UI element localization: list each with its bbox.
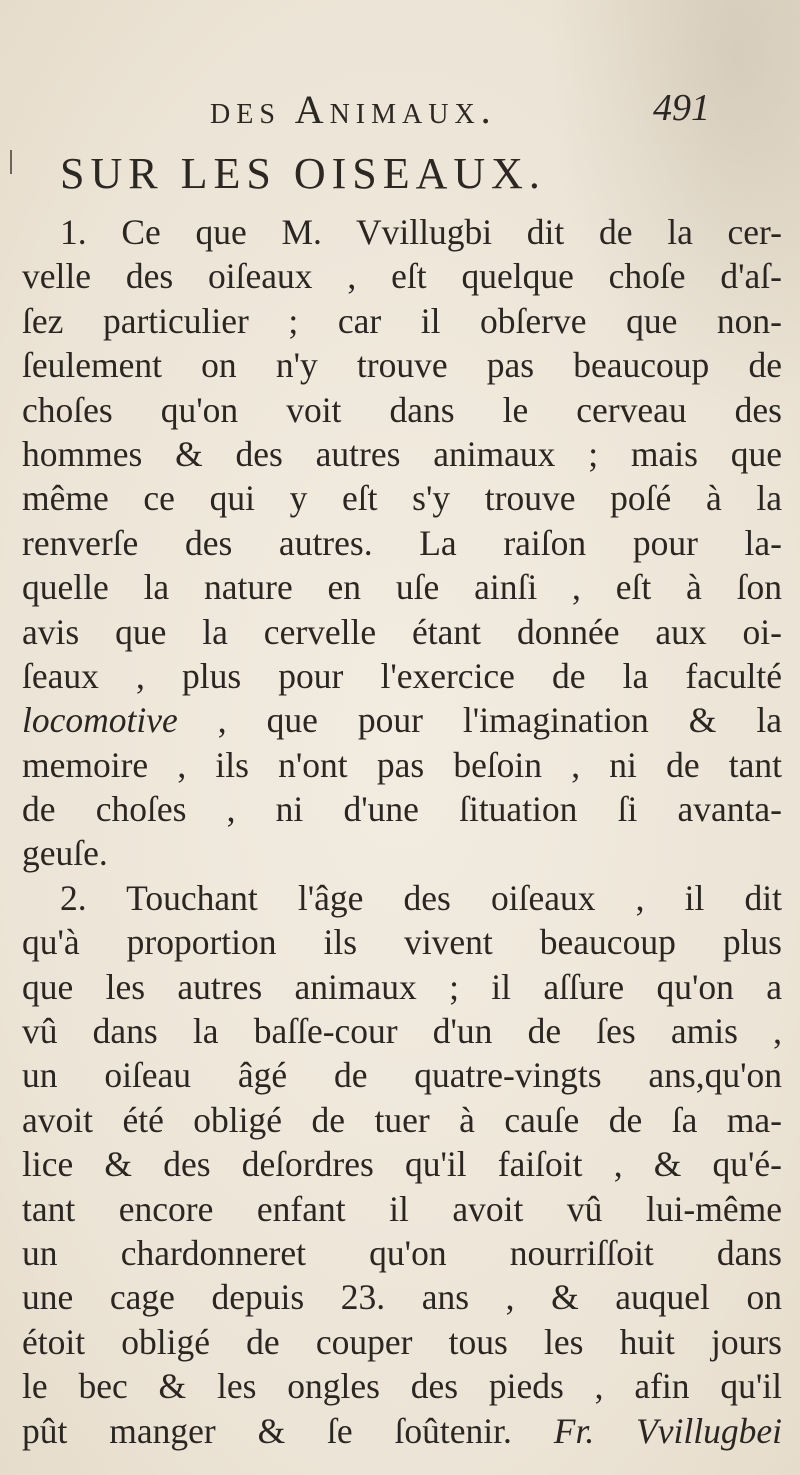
text-line: quelle la nature en uſe ainſi , eſt à ſon [22,567,782,608]
text-line: hommes & des autres animaux ; mais que [22,433,782,474]
margin-mark [10,150,12,174]
text-line: pût manger & ſe ſoûtenir. Fr. Vvillugbei [22,1410,782,1451]
text-line: un oiſeau âgé de quatre-vingts ans,qu'on [22,1055,782,1096]
text-line: qu'à proportion ils vivent beaucoup plus [22,922,782,963]
text-line: geuſe. [22,833,108,874]
text-line: avis que la cervelle étant donnée aux oi- [22,611,782,652]
text-line: même ce qui y eſt s'y trouve poſé à la [22,478,782,519]
text-line: 1. Ce que M. Vvillugbi dit de la cer- [60,212,782,252]
text-line: ſeaux , plus pour l'exercice de la faculté [22,655,782,696]
text-line: lice & des deſordres qu'il faiſoit , & qu'é- [22,1144,782,1185]
text-line: le bec & les ongles des pieds , afin qu'il [22,1366,782,1407]
text-line: une cage depuis 23. ans , & auquel on [22,1277,782,1318]
section-heading: SUR LES OISEAUX. [60,149,546,198]
running-head-title: des Animaux. [210,87,497,132]
text-line: choſes qu'on voit dans le cerveau des [22,389,782,430]
text-line: ſez particulier ; car il obſerve que non- [22,300,782,341]
page-number: 491 [653,87,710,129]
text-line: locomotive , que pour l'imagination & la [22,700,782,741]
text-line: vû dans la baſſe-cour d'un de ſes amis , [22,1011,782,1052]
text-line: velle des oiſeaux , eſt quelque choſe d'aſ- [22,256,782,297]
text-line: que les autres animaux ; il aſſure qu'on a [22,966,782,1007]
italic-word: locomotive [22,700,178,741]
italic-word: Fr. Vvillugbei [553,1410,782,1451]
text-line: de choſes , ni d'une ſituation ſi avanta- [22,789,782,830]
text-line: 2. Touchant l'âge des oiſeaux , il dit [60,877,782,918]
text-line: avoit été obligé de tuer à cauſe de ſa ma- [22,1099,782,1140]
text-line: ſeulement on n'y trouve pas beaucoup de [22,345,782,386]
text-line: étoit obligé de couper tous les huit jours [22,1321,782,1362]
running-head [210,86,710,132]
text-line: un chardonneret qu'on nourriſſoit dans [22,1232,782,1273]
text-line: tant encore enfant il avoit vû lui-même [22,1188,782,1229]
body-text [22,210,782,1453]
text-line: renverſe des autres. La raiſon pour la- [22,522,782,563]
text-line: memoire , ils n'ont pas beſoin , ni de tant [22,744,782,785]
